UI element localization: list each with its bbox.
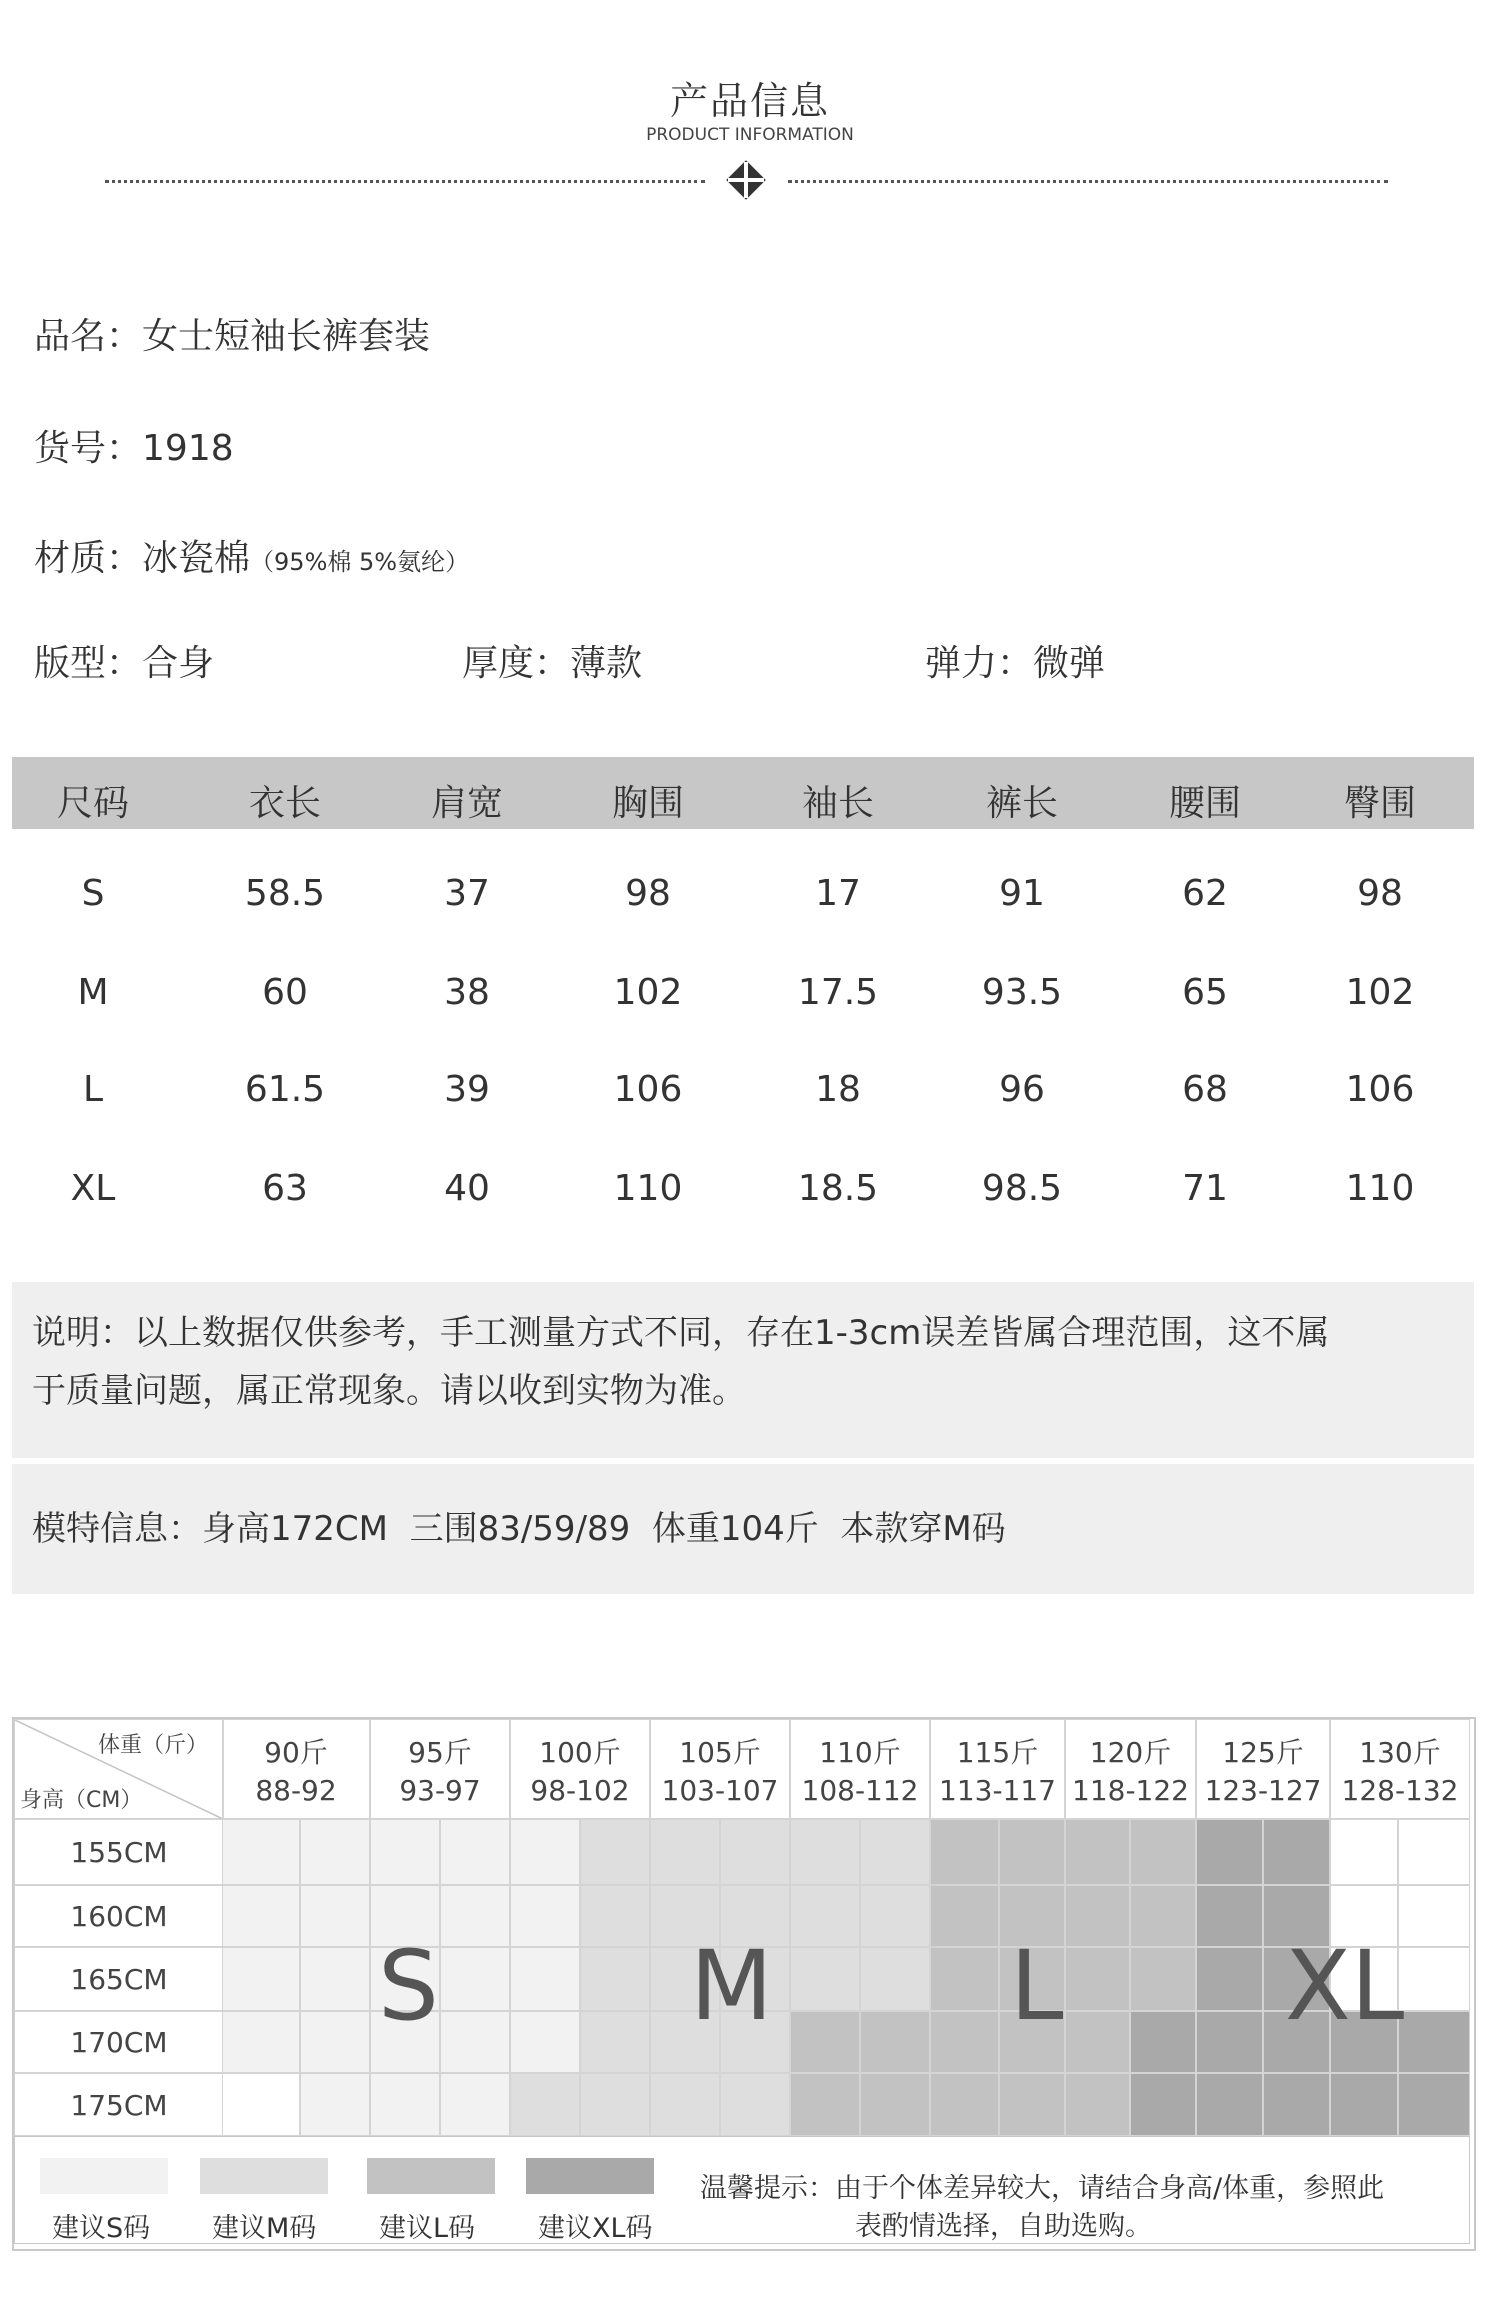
size-table-value-cell: 61.5 <box>244 1069 326 1110</box>
product-thickness-row <box>462 635 642 686</box>
size-table-value-cell: 17.5 <box>797 972 879 1013</box>
fit-grid-cell <box>1130 2073 1196 2136</box>
size-table-value-cell: 110 <box>1345 1168 1415 1209</box>
product-sku-row <box>34 420 234 471</box>
size-table-value-cell: 39 <box>444 1069 490 1110</box>
fit-grid-cell <box>1398 1885 1470 1947</box>
weight-jin-label: 125斤 <box>1222 1736 1304 1769</box>
size-zone-letter: XL <box>1285 1930 1405 2042</box>
fit-grid-cell <box>1196 1947 1263 2011</box>
weight-jin-label: 120斤 <box>1089 1736 1172 1769</box>
legend-swatch <box>200 2158 328 2194</box>
fit-grid-cell <box>930 1947 999 2011</box>
height-label: 170CM <box>70 2026 168 2059</box>
fit-grid-cell <box>999 1819 1065 1885</box>
fit-grid-cell <box>580 2011 650 2073</box>
height-row-label-cell <box>14 1819 224 1885</box>
size-table-header-cell: 尺码 <box>56 783 129 824</box>
measurement-note-line1: 说明：以上数据仅供参考，手工测量方式不同，存在1-3cm误差皆属合理范围，这不属 <box>32 1313 1330 1353</box>
fit-grid-cell <box>790 1819 860 1885</box>
fit-grid-cell <box>580 1819 650 1885</box>
height-label: 155CM <box>70 1836 168 1869</box>
fit-grid-cell <box>510 1885 580 1947</box>
fit-grid-cell <box>580 1885 650 1947</box>
legend-tip-line1: 温馨提示：由于个体差异较大，请结合身高/体重，参照此 <box>700 2173 1385 2204</box>
size-table-size-cell: L <box>82 1069 104 1110</box>
weight-range-label: 128-132 <box>1341 1774 1459 1807</box>
fit-grid-cell <box>930 1885 999 1947</box>
weight-range-label: 93-97 <box>399 1774 481 1807</box>
size-table-value-cell: 110 <box>613 1168 683 1209</box>
fit-grid-cell <box>1130 1885 1196 1947</box>
size-table-header-cell: 胸围 <box>611 783 684 824</box>
size-table-value-cell: 102 <box>1345 972 1415 1013</box>
fit-grid-cell <box>1398 1819 1470 1885</box>
fit-grid-cell <box>300 1819 370 1885</box>
size-table-header-cell: 腰围 <box>1168 783 1241 824</box>
size-table-value-cell: 96 <box>999 1069 1045 1110</box>
fit-grid-cell <box>1330 1819 1398 1885</box>
size-zone-letter: L <box>1010 1930 1064 2042</box>
fit-grid-cell <box>1065 2073 1130 2136</box>
fit-grid-cell <box>440 2073 510 2136</box>
weight-range-label: 103-107 <box>661 1774 779 1807</box>
fit-grid-cell <box>999 2073 1065 2136</box>
fit-grid-cell <box>1065 1819 1130 1885</box>
size-table-value-cell: 60 <box>262 972 308 1013</box>
size-table-value-cell: 93.5 <box>981 972 1063 1013</box>
product-name-label: 品名： <box>34 316 143 357</box>
fit-grid-cell <box>300 2073 370 2136</box>
legend-swatch <box>40 2158 168 2194</box>
fit-grid-cell <box>790 2073 860 2136</box>
fit-grid-cell <box>930 2011 999 2073</box>
weight-jin-label: 100斤 <box>539 1736 621 1769</box>
fit-grid-cell <box>1398 1947 1470 2011</box>
fit-grid-cell <box>1130 1819 1196 1885</box>
model-info-box <box>12 1464 1474 1594</box>
fit-grid-cell <box>860 2073 930 2136</box>
fit-grid-cell <box>440 2011 510 2073</box>
product-sku-value: 1918 <box>142 428 234 469</box>
corner-height-label: 身高（CM） <box>20 1788 143 1813</box>
product-name-row <box>34 308 430 359</box>
fit-grid-cell <box>300 2011 370 2073</box>
fit-grid-cell <box>1196 1885 1263 1947</box>
weight-jin-label: 115斤 <box>956 1736 1039 1769</box>
size-table-value-cell: 62 <box>1182 873 1228 914</box>
fit-grid-cell <box>222 1885 300 1947</box>
product-elasticity-row <box>925 635 1105 686</box>
fit-grid-cell <box>440 1885 510 1947</box>
height-row-label-cell <box>14 2073 224 2136</box>
size-table-value-cell: 71 <box>1182 1168 1228 1209</box>
size-table-size-cell: XL <box>70 1168 116 1209</box>
product-material-row <box>34 530 469 581</box>
weight-header-cell <box>510 1719 650 1819</box>
height-label: 175CM <box>70 2088 168 2122</box>
divider-left <box>105 180 705 183</box>
fit-grid-cell <box>1130 2011 1196 2073</box>
size-table-value-cell: 18 <box>815 1069 861 1110</box>
measurement-note-line2: 于质量问题，属正常现象。请以收到实物为准。 <box>32 1371 746 1411</box>
fit-grid-cell <box>1263 2073 1330 2136</box>
page-title: 产品信息 <box>669 79 830 123</box>
fit-grid-cell <box>222 2011 300 2073</box>
product-sku-label: 货号： <box>34 428 143 469</box>
size-table-value-cell: 98 <box>1357 873 1403 914</box>
size-table-value-cell: 98.5 <box>981 1168 1063 1209</box>
size-table-value-cell: 106 <box>613 1069 683 1110</box>
legend-label: 建议XL码 <box>538 2213 653 2244</box>
legend-label: 建议S码 <box>52 2213 151 2244</box>
fit-grid-cell <box>440 1947 510 2011</box>
fit-grid-cell <box>222 1947 300 2011</box>
size-table-header-cell: 肩宽 <box>430 783 503 824</box>
weight-header-cell <box>1065 1719 1196 1819</box>
size-table-header-cell: 裤长 <box>985 783 1058 824</box>
weight-range-label: 118-122 <box>1072 1774 1189 1807</box>
weight-jin-label: 90斤 <box>264 1736 328 1769</box>
fit-grid-cell <box>650 1819 720 1885</box>
legend-label: 建议L码 <box>379 2213 476 2244</box>
fit-grid-cell <box>930 1819 999 1885</box>
weight-range-label: 98-102 <box>530 1774 630 1807</box>
product-material-value: 冰瓷棉 <box>142 538 251 579</box>
fit-grid-cell <box>300 1947 370 2011</box>
fit-grid-cell <box>1196 2011 1263 2073</box>
fit-grid-cell <box>510 2073 580 2136</box>
legend-tip-line2: 表酌情选择，自助选购。 <box>855 2211 1152 2242</box>
size-table-value-cell: 17 <box>815 873 861 914</box>
weight-jin-label: 105斤 <box>679 1736 761 1769</box>
size-table-header-cell: 臀围 <box>1343 783 1416 824</box>
legend-swatch <box>367 2158 495 2194</box>
fit-grid-cell <box>790 2011 860 2073</box>
weight-range-label: 108-112 <box>801 1774 919 1807</box>
fit-grid-cell <box>860 2011 930 2073</box>
fit-grid-cell <box>860 1885 930 1947</box>
product-thickness-value: 薄款 <box>570 643 643 684</box>
fit-grid-cell <box>720 2073 790 2136</box>
product-elasticity-label: 弹力： <box>925 643 1034 684</box>
weight-range-label: 113-117 <box>939 1774 1056 1807</box>
weight-range-label: 123-127 <box>1204 1774 1322 1807</box>
size-table-value-cell: 40 <box>444 1168 490 1209</box>
fit-grid-cell <box>1065 2011 1130 2073</box>
diamond-ornament-cross-v <box>744 162 748 198</box>
size-table-value-cell: 68 <box>1182 1069 1228 1110</box>
fit-grid-cell <box>300 1885 370 1947</box>
fit-grid-cell <box>790 1947 860 2011</box>
size-table-value-cell: 37 <box>444 873 490 914</box>
product-fit-value: 合身 <box>142 643 215 684</box>
weight-header-cell <box>222 1719 370 1819</box>
model-info-text: 模特信息：身高172CM 三围83/59/89 体重104斤 本款穿M码 <box>32 1509 1006 1549</box>
product-name-value: 女士短袖长裤套装 <box>142 316 431 357</box>
size-table-value-cell: 63 <box>262 1168 308 1209</box>
fit-grid-cell <box>1065 1885 1130 1947</box>
product-elasticity-value: 微弹 <box>1033 643 1106 684</box>
size-zone-letter: M <box>690 1930 773 2042</box>
size-table-header-cell: 衣长 <box>248 783 321 824</box>
weight-header-cell <box>1196 1719 1330 1819</box>
fit-grid-cell <box>370 1819 440 1885</box>
product-material-label: 材质： <box>34 538 143 579</box>
fit-grid-cell <box>720 1819 790 1885</box>
fit-grid-cell <box>580 1947 650 2011</box>
height-label: 160CM <box>70 1900 168 1933</box>
fit-grid-cell <box>1263 1819 1330 1885</box>
product-material-detail: （95%棉 5%氨纶） <box>250 548 470 576</box>
weight-header-cell <box>790 1719 930 1819</box>
fit-grid-cell <box>1130 1947 1196 2011</box>
divider-right <box>788 180 1388 183</box>
weight-jin-label: 130斤 <box>1359 1736 1441 1769</box>
size-table-value-cell: 106 <box>1345 1069 1415 1110</box>
fit-grid-cell <box>580 2073 650 2136</box>
fit-grid-cell <box>510 1947 580 2011</box>
fit-grid-cell <box>510 1819 580 1885</box>
fit-grid-cell <box>860 1819 930 1885</box>
fit-grid-cell <box>222 2073 300 2136</box>
fit-grid-cell <box>1065 1947 1130 2011</box>
weight-header-cell <box>650 1719 790 1819</box>
weight-range-label: 88-92 <box>255 1774 337 1807</box>
product-fit-label: 版型： <box>34 643 143 684</box>
measurement-note-box <box>12 1282 1474 1458</box>
weight-header-cell <box>930 1719 1065 1819</box>
height-row-label-cell <box>14 2011 224 2073</box>
fit-grid-cell <box>1398 2073 1470 2136</box>
legend-label: 建议M码 <box>212 2213 317 2244</box>
legend-swatch <box>526 2158 654 2194</box>
size-zone-letter: S <box>378 1930 439 2042</box>
fit-grid-cell <box>1330 2073 1398 2136</box>
fit-grid-cell <box>930 2073 999 2136</box>
fit-grid-cell <box>370 2073 440 2136</box>
fit-grid-cell <box>440 1819 510 1885</box>
product-thickness-label: 厚度： <box>462 643 571 684</box>
weight-header-cell <box>1330 1719 1470 1819</box>
weight-jin-label: 95斤 <box>408 1736 472 1769</box>
fit-grid-cell <box>510 2011 580 2073</box>
size-table-value-cell: 102 <box>613 972 683 1013</box>
fit-grid-cell <box>1196 1819 1263 1885</box>
size-table-size-cell: S <box>81 873 105 914</box>
size-table-value-cell: 38 <box>444 972 490 1013</box>
fit-grid-cell <box>790 1885 860 1947</box>
size-table-value-cell: 18.5 <box>797 1168 879 1209</box>
corner-weight-label: 体重（斤） <box>98 1733 209 1758</box>
height-row-label-cell <box>14 1885 224 1947</box>
fit-grid-cell <box>1398 2011 1470 2073</box>
fit-grid-cell <box>1196 2073 1263 2136</box>
fit-grid-cell <box>222 1819 300 1885</box>
size-table-value-cell: 98 <box>625 873 671 914</box>
height-row-label-cell <box>14 1947 224 2011</box>
weight-header-cell <box>370 1719 510 1819</box>
product-fit-row <box>34 635 214 686</box>
size-table-header-cell: 袖长 <box>801 783 874 824</box>
fit-grid-cell <box>860 1947 930 2011</box>
page-subtitle: PRODUCT INFORMATION <box>646 125 854 145</box>
height-label: 165CM <box>70 1963 168 1996</box>
size-table-value-cell: 58.5 <box>244 873 326 914</box>
fit-grid-cell <box>650 2073 720 2136</box>
size-table-value-cell: 91 <box>999 873 1045 914</box>
weight-jin-label: 110斤 <box>819 1736 901 1769</box>
size-table-value-cell: 65 <box>1182 972 1228 1013</box>
size-table-size-cell: M <box>77 972 109 1013</box>
